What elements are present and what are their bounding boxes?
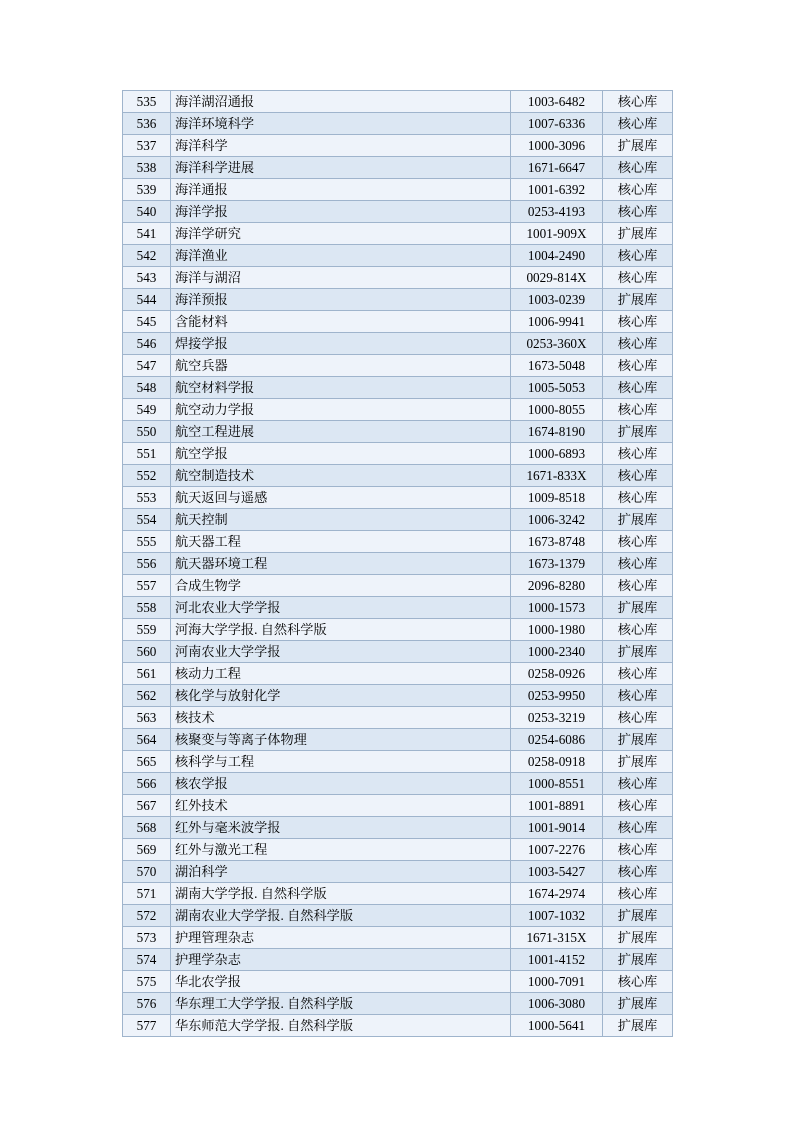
cell-issn: 1005-5053 (511, 377, 603, 399)
cell-index: 550 (123, 421, 171, 443)
cell-index: 541 (123, 223, 171, 245)
cell-category: 核心库 (603, 399, 673, 421)
table-row (123, 905, 673, 927)
cell-index: 542 (123, 245, 171, 267)
table-row (123, 421, 673, 443)
cell-index: 538 (123, 157, 171, 179)
table-row (123, 91, 673, 113)
cell-index: 535 (123, 91, 171, 113)
cell-issn: 1006-3080 (511, 993, 603, 1015)
cell-category: 核心库 (603, 553, 673, 575)
table-row (123, 135, 673, 157)
cell-category: 核心库 (603, 245, 673, 267)
table-row (123, 443, 673, 465)
cell-index: 561 (123, 663, 171, 685)
cell-issn: 1671-315X (511, 927, 603, 949)
table-row (123, 509, 673, 531)
cell-journal-name: 湖泊科学 (171, 861, 511, 883)
cell-index: 573 (123, 927, 171, 949)
table-row (123, 861, 673, 883)
cell-journal-name: 海洋学报 (171, 201, 511, 223)
cell-category: 核心库 (603, 201, 673, 223)
cell-issn: 1007-6336 (511, 113, 603, 135)
table-row (123, 729, 673, 751)
cell-journal-name: 河海大学学报. 自然科学版 (171, 619, 511, 641)
table-row (123, 531, 673, 553)
cell-category: 扩展库 (603, 223, 673, 245)
cell-journal-name: 合成生物学 (171, 575, 511, 597)
cell-index: 566 (123, 773, 171, 795)
cell-issn: 1000-5641 (511, 1015, 603, 1037)
cell-issn: 1671-833X (511, 465, 603, 487)
cell-index: 540 (123, 201, 171, 223)
table-row (123, 355, 673, 377)
cell-journal-name: 护理管理杂志 (171, 927, 511, 949)
cell-category: 扩展库 (603, 421, 673, 443)
cell-issn: 1001-6392 (511, 179, 603, 201)
cell-index: 571 (123, 883, 171, 905)
table-row (123, 267, 673, 289)
cell-journal-name: 核化学与放射化学 (171, 685, 511, 707)
cell-category: 扩展库 (603, 949, 673, 971)
cell-journal-name: 海洋通报 (171, 179, 511, 201)
cell-category: 核心库 (603, 113, 673, 135)
table-row (123, 663, 673, 685)
cell-issn: 1000-1980 (511, 619, 603, 641)
cell-issn: 1001-909X (511, 223, 603, 245)
cell-issn: 1006-3242 (511, 509, 603, 531)
cell-category: 核心库 (603, 971, 673, 993)
table-row (123, 377, 673, 399)
cell-journal-name: 海洋预报 (171, 289, 511, 311)
cell-index: 552 (123, 465, 171, 487)
cell-issn: 1007-1032 (511, 905, 603, 927)
cell-category: 核心库 (603, 773, 673, 795)
cell-issn: 1007-2276 (511, 839, 603, 861)
cell-category: 核心库 (603, 685, 673, 707)
cell-issn: 1000-8551 (511, 773, 603, 795)
cell-category: 核心库 (603, 531, 673, 553)
cell-category: 核心库 (603, 157, 673, 179)
table-row (123, 641, 673, 663)
cell-category: 扩展库 (603, 905, 673, 927)
table-row (123, 487, 673, 509)
cell-issn: 1006-9941 (511, 311, 603, 333)
cell-journal-name: 航天器工程 (171, 531, 511, 553)
cell-index: 572 (123, 905, 171, 927)
cell-issn: 1000-1573 (511, 597, 603, 619)
cell-issn: 1674-8190 (511, 421, 603, 443)
table-row (123, 201, 673, 223)
cell-journal-name: 湖南农业大学学报. 自然科学版 (171, 905, 511, 927)
cell-category: 核心库 (603, 465, 673, 487)
cell-issn: 1000-3096 (511, 135, 603, 157)
cell-issn: 1673-5048 (511, 355, 603, 377)
cell-journal-name: 海洋湖沼通报 (171, 91, 511, 113)
cell-index: 551 (123, 443, 171, 465)
cell-issn: 1001-4152 (511, 949, 603, 971)
table-row (123, 311, 673, 333)
cell-issn: 1001-8891 (511, 795, 603, 817)
table-row (123, 179, 673, 201)
cell-index: 560 (123, 641, 171, 663)
cell-category: 核心库 (603, 443, 673, 465)
table-row (123, 817, 673, 839)
cell-category: 扩展库 (603, 289, 673, 311)
cell-index: 544 (123, 289, 171, 311)
cell-issn: 1000-7091 (511, 971, 603, 993)
cell-index: 569 (123, 839, 171, 861)
cell-index: 539 (123, 179, 171, 201)
journal-table-body (123, 91, 673, 1037)
cell-journal-name: 核科学与工程 (171, 751, 511, 773)
cell-issn: 2096-8280 (511, 575, 603, 597)
cell-category: 核心库 (603, 355, 673, 377)
table-row (123, 113, 673, 135)
cell-issn: 0258-0918 (511, 751, 603, 773)
table-row (123, 685, 673, 707)
cell-issn: 1671-6647 (511, 157, 603, 179)
cell-index: 543 (123, 267, 171, 289)
cell-index: 564 (123, 729, 171, 751)
cell-index: 553 (123, 487, 171, 509)
cell-issn: 1009-8518 (511, 487, 603, 509)
cell-category: 扩展库 (603, 1015, 673, 1037)
cell-journal-name: 海洋科学进展 (171, 157, 511, 179)
table-row (123, 707, 673, 729)
table-row (123, 289, 673, 311)
cell-category: 核心库 (603, 487, 673, 509)
cell-journal-name: 湖南大学学报. 自然科学版 (171, 883, 511, 905)
cell-journal-name: 海洋学研究 (171, 223, 511, 245)
cell-issn: 0258-0926 (511, 663, 603, 685)
cell-category: 核心库 (603, 883, 673, 905)
cell-issn: 1000-6893 (511, 443, 603, 465)
cell-issn: 0253-4193 (511, 201, 603, 223)
cell-index: 574 (123, 949, 171, 971)
cell-category: 核心库 (603, 817, 673, 839)
cell-index: 555 (123, 531, 171, 553)
cell-journal-name: 海洋与湖沼 (171, 267, 511, 289)
cell-issn: 0254-6086 (511, 729, 603, 751)
cell-journal-name: 华东师范大学学报. 自然科学版 (171, 1015, 511, 1037)
table-row (123, 245, 673, 267)
cell-journal-name: 红外与激光工程 (171, 839, 511, 861)
cell-journal-name: 航空工程进展 (171, 421, 511, 443)
cell-issn: 1000-2340 (511, 641, 603, 663)
table-row (123, 553, 673, 575)
cell-index: 567 (123, 795, 171, 817)
cell-journal-name: 航空兵器 (171, 355, 511, 377)
cell-index: 568 (123, 817, 171, 839)
cell-category: 扩展库 (603, 641, 673, 663)
cell-index: 546 (123, 333, 171, 355)
cell-category: 扩展库 (603, 597, 673, 619)
cell-issn: 1004-2490 (511, 245, 603, 267)
table-row (123, 465, 673, 487)
cell-index: 557 (123, 575, 171, 597)
cell-index: 565 (123, 751, 171, 773)
cell-index: 548 (123, 377, 171, 399)
cell-category: 扩展库 (603, 509, 673, 531)
table-row (123, 399, 673, 421)
cell-issn: 0253-3219 (511, 707, 603, 729)
cell-index: 545 (123, 311, 171, 333)
cell-journal-name: 华东理工大学学报. 自然科学版 (171, 993, 511, 1015)
cell-journal-name: 航空材料学报 (171, 377, 511, 399)
cell-journal-name: 海洋科学 (171, 135, 511, 157)
table-row (123, 773, 673, 795)
cell-issn: 1000-8055 (511, 399, 603, 421)
table-row (123, 157, 673, 179)
cell-index: 577 (123, 1015, 171, 1037)
cell-index: 558 (123, 597, 171, 619)
cell-category: 核心库 (603, 707, 673, 729)
cell-journal-name: 航天返回与遥感 (171, 487, 511, 509)
cell-issn: 0029-814X (511, 267, 603, 289)
cell-category: 核心库 (603, 575, 673, 597)
cell-journal-name: 红外与毫米波学报 (171, 817, 511, 839)
cell-journal-name: 航空动力学报 (171, 399, 511, 421)
cell-issn: 0253-9950 (511, 685, 603, 707)
cell-journal-name: 核动力工程 (171, 663, 511, 685)
cell-category: 核心库 (603, 619, 673, 641)
cell-journal-name: 焊接学报 (171, 333, 511, 355)
cell-issn: 1001-9014 (511, 817, 603, 839)
cell-journal-name: 航天器环境工程 (171, 553, 511, 575)
cell-category: 扩展库 (603, 927, 673, 949)
table-row (123, 839, 673, 861)
cell-index: 559 (123, 619, 171, 641)
cell-issn: 1673-8748 (511, 531, 603, 553)
cell-journal-name: 核聚变与等离子体物理 (171, 729, 511, 751)
cell-journal-name: 红外技术 (171, 795, 511, 817)
cell-issn: 1674-2974 (511, 883, 603, 905)
cell-index: 556 (123, 553, 171, 575)
cell-category: 扩展库 (603, 993, 673, 1015)
cell-category: 核心库 (603, 663, 673, 685)
cell-category: 核心库 (603, 311, 673, 333)
table-row (123, 333, 673, 355)
cell-journal-name: 河北农业大学学报 (171, 597, 511, 619)
cell-journal-name: 航空制造技术 (171, 465, 511, 487)
cell-index: 554 (123, 509, 171, 531)
cell-journal-name: 华北农学报 (171, 971, 511, 993)
cell-index: 536 (123, 113, 171, 135)
cell-index: 537 (123, 135, 171, 157)
cell-issn: 0253-360X (511, 333, 603, 355)
table-row (123, 223, 673, 245)
cell-category: 核心库 (603, 267, 673, 289)
cell-issn: 1673-1379 (511, 553, 603, 575)
cell-category: 核心库 (603, 839, 673, 861)
journal-list-table (122, 90, 673, 1037)
cell-journal-name: 含能材料 (171, 311, 511, 333)
table-row (123, 927, 673, 949)
cell-index: 576 (123, 993, 171, 1015)
table-row (123, 795, 673, 817)
cell-index: 563 (123, 707, 171, 729)
cell-index: 547 (123, 355, 171, 377)
cell-journal-name: 航空学报 (171, 443, 511, 465)
cell-journal-name: 海洋渔业 (171, 245, 511, 267)
cell-category: 核心库 (603, 795, 673, 817)
cell-category: 核心库 (603, 861, 673, 883)
cell-issn: 1003-0239 (511, 289, 603, 311)
table-row (123, 751, 673, 773)
table-row (123, 993, 673, 1015)
cell-category: 核心库 (603, 179, 673, 201)
cell-journal-name: 河南农业大学学报 (171, 641, 511, 663)
cell-category: 核心库 (603, 377, 673, 399)
table-row (123, 619, 673, 641)
cell-journal-name: 核农学报 (171, 773, 511, 795)
cell-journal-name: 核技术 (171, 707, 511, 729)
cell-issn: 1003-6482 (511, 91, 603, 113)
cell-index: 575 (123, 971, 171, 993)
cell-category: 核心库 (603, 333, 673, 355)
table-row (123, 971, 673, 993)
cell-journal-name: 海洋环境科学 (171, 113, 511, 135)
table-row (123, 575, 673, 597)
cell-journal-name: 护理学杂志 (171, 949, 511, 971)
table-row (123, 949, 673, 971)
table-row (123, 1015, 673, 1037)
cell-category: 扩展库 (603, 729, 673, 751)
cell-index: 570 (123, 861, 171, 883)
cell-issn: 1003-5427 (511, 861, 603, 883)
table-row (123, 597, 673, 619)
cell-category: 扩展库 (603, 135, 673, 157)
cell-journal-name: 航天控制 (171, 509, 511, 531)
cell-index: 562 (123, 685, 171, 707)
cell-category: 核心库 (603, 91, 673, 113)
table-row (123, 883, 673, 905)
cell-category: 扩展库 (603, 751, 673, 773)
cell-index: 549 (123, 399, 171, 421)
